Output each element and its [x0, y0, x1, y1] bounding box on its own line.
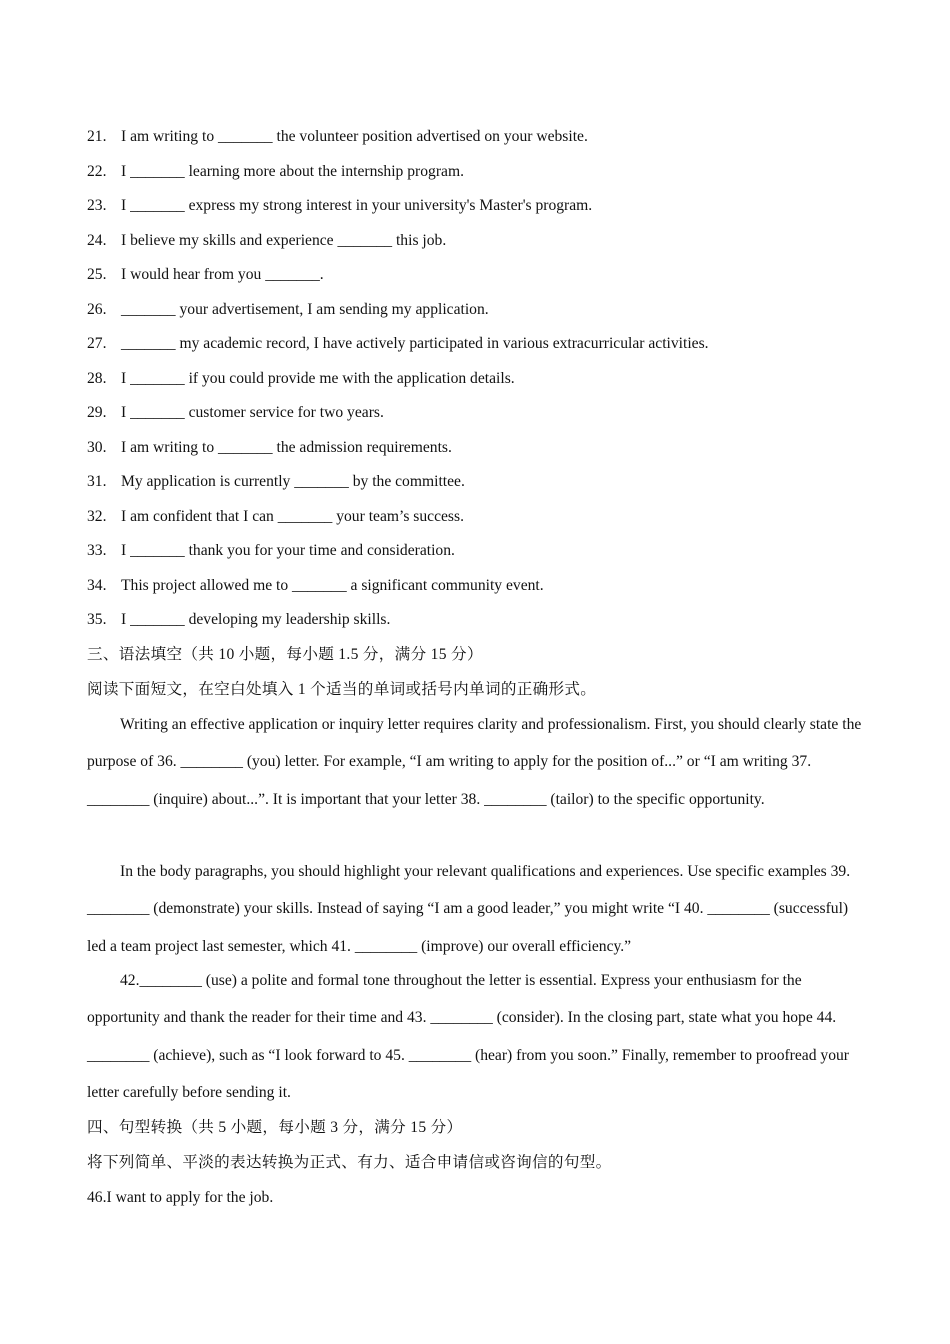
question-25: 25. I would hear from you _______.	[87, 266, 324, 283]
question-22: 22. I _______ learning more about the internship program.	[87, 163, 464, 180]
question-29: 29. I _______ customer service for two years.	[87, 404, 384, 421]
section4-instruction: 将下列简单、平淡的表达转换为正式、有力、适合申请信或咨询信的句型。	[87, 1154, 612, 1171]
question-24: 24. I believe my skills and experience _______ this job.	[87, 232, 447, 249]
question-23: 23. I _______ express my strong interest in your university's Master's program.	[87, 197, 593, 214]
question-28: 28. I _______ if you could provide me with the application details.	[87, 370, 515, 387]
section4-title: 四、句型转换（共 5 小题，每小题 3 分，满分 15 分）	[87, 1119, 463, 1136]
question-27: 27. _______ my academic record, I have actively participated in various extracurricular activities.	[87, 335, 709, 352]
question-26: 26. _______ your advertisement, I am sending my application.	[87, 301, 489, 318]
section3-title: 三、语法填空（共 10 小题，每小题 1.5 分，满分 15 分）	[87, 646, 483, 663]
question-35: 35. I _______ developing my leadership skills.	[87, 611, 391, 628]
question-33: 33. I _______ thank you for your time and consideration.	[87, 542, 455, 559]
question-30: 30. I am writing to _______ the admission requirements.	[87, 439, 452, 456]
question-21: 21. I am writing to _______ the volunteer position advertised on your website.	[87, 128, 588, 145]
question-31: 31. My application is currently _______ by the committee.	[87, 473, 465, 490]
question-46: 46.I want to apply for the job.	[87, 1189, 274, 1206]
passage-paragraph-1: Writing an effective application or inquiry letter requires clarity and professionalism. First, you should clearly state the purpose of 36. ________ (you) letter. For example, “I am writing to apply for the position of...” or “I am writing 37. ________ (inquire) about...”. It is important that your letter 38. ________ (tailor) to the specific opportunity.	[87, 716, 862, 808]
section3-instruction: 阅读下面短文，在空白处填入 1 个适当的单词或括号内单词的正确形式。	[87, 681, 597, 698]
question-34: 34. This project allowed me to _______ a significant community event.	[87, 577, 544, 594]
question-32: 32. I am confident that I can _______ your team’s success.	[87, 508, 464, 525]
passage-paragraph-2: In the body paragraphs, you should highlight your relevant qualifications and experiences. Use specific examples 39. ________ (demonstrate) your skills. Instead of saying “I am a good leader,” you might write “I 40. ________ (successful) led a team project last semester, which 41. ________ (improve) our overall efficiency.”	[87, 863, 851, 955]
passage-paragraph-3: 42.________ (use) a polite and formal tone throughout the letter is essential. Express your enthusiasm for the opportunity and thank the reader for their time and 43. ________ (consider). In the closing part, state what you hope 44. ________ (achieve), such as “I look forward to 45. ________ (hear) from you soon.” Finally, remember to proofread your letter carefully before sending it.	[87, 972, 849, 1101]
